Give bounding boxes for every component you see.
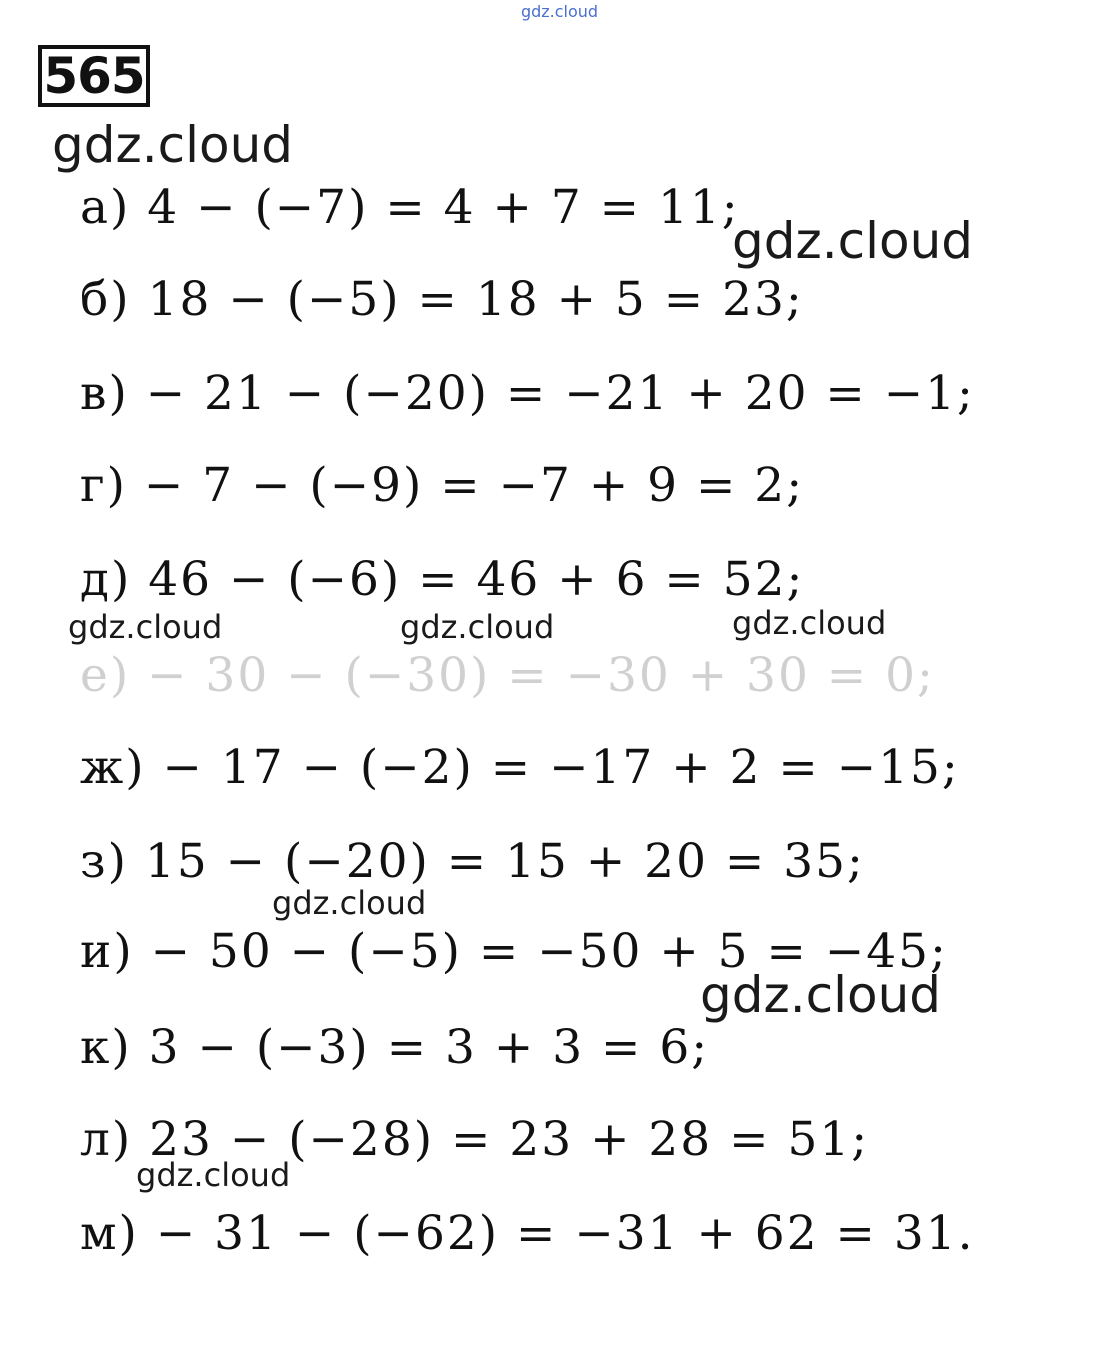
watermark: gdz.cloud — [400, 608, 555, 646]
solution-line-b: б) 18 − (−5) = 18 + 5 = 23; — [80, 272, 804, 327]
solution-line-d: д) 46 − (−6) = 46 + 6 = 52; — [80, 552, 805, 607]
solution-line-v: в) − 21 − (−20) = −21 + 20 = −1; — [80, 366, 975, 421]
top-source-watermark: gdz.cloud — [520, 2, 599, 21]
problem-number: 565 — [43, 47, 145, 105]
solution-line-g: г) − 7 − (−9) = −7 + 9 = 2; — [80, 458, 805, 513]
problem-number-box — [38, 45, 150, 107]
solution-line-e: е) − 30 − (−30) = −30 + 30 = 0; — [80, 648, 935, 703]
solution-line-zh: ж) − 17 − (−2) = −17 + 2 = −15; — [80, 740, 960, 795]
watermark: gdz.cloud — [732, 212, 974, 270]
watermark: gdz.cloud — [732, 604, 887, 642]
watermark: gdz.cloud — [700, 966, 942, 1024]
watermark: gdz.cloud — [136, 1156, 291, 1194]
watermark: gdz.cloud — [68, 608, 223, 646]
watermark: gdz.cloud — [272, 884, 427, 922]
solution-line-z: з) 15 − (−20) = 15 + 20 = 35; — [80, 834, 865, 889]
solution-line-l: л) 23 − (−28) = 23 + 28 = 51; — [80, 1112, 870, 1167]
solution-line-m: м) − 31 − (−62) = −31 + 62 = 31. — [80, 1206, 975, 1261]
solution-line-a: а) 4 − (−7) = 4 + 7 = 11; — [80, 180, 740, 235]
solution-line-i: и) − 50 − (−5) = −50 + 5 = −45; — [80, 924, 948, 979]
watermark: gdz.cloud — [52, 116, 294, 174]
solution-line-k: к) 3 − (−3) = 3 + 3 = 6; — [80, 1020, 710, 1075]
